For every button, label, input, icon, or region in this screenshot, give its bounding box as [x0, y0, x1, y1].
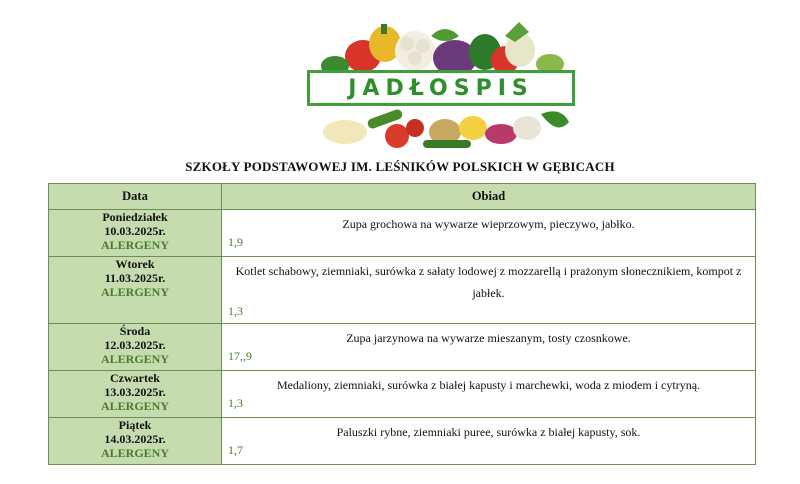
allergen-label: ALERGENY — [100, 446, 169, 460]
table-row — [49, 324, 756, 371]
day-date: 12.03.2025r. — [104, 338, 166, 352]
table-row — [49, 418, 756, 465]
day-date: 13.03.2025r. — [104, 385, 166, 399]
menu-title: JADŁOSPIS — [348, 75, 534, 101]
day-name: Poniedziałek — [102, 210, 168, 224]
day-name: Piątek — [118, 418, 152, 432]
meal-cell — [222, 210, 756, 257]
day-cell — [49, 371, 222, 418]
meal-description: Medaliony, ziemniaki, surówka z białej kapusty i marchewki, woda z miodem i cytryną. — [276, 378, 701, 392]
table-row — [49, 257, 756, 324]
table-row — [49, 371, 756, 418]
meal-cell — [222, 324, 756, 371]
day-name: Wtorek — [115, 257, 155, 271]
allergen-label: ALERGENY — [100, 238, 169, 252]
allergen-label: ALERGENY — [100, 285, 169, 299]
menu-title-box — [307, 70, 575, 106]
allergen-codes: 1,3 — [228, 396, 243, 410]
allergen-codes: 17,,9 — [228, 349, 252, 363]
day-date: 10.03.2025r. — [104, 224, 166, 238]
day-date: 11.03.2025r. — [104, 271, 166, 285]
meal-description: Kotlet schabowy, ziemniaki, surówka z sałaty lodowej z mozzarellą i prażonym słonecznikiem, kompot z jabłek. — [235, 264, 742, 300]
day-name: Środa — [119, 324, 151, 338]
allergen-label: ALERGENY — [100, 352, 169, 366]
table-header-row — [49, 184, 756, 210]
meal-cell — [222, 257, 756, 324]
day-cell — [49, 257, 222, 324]
column-header-lunch: Obiad — [222, 184, 756, 210]
day-date: 14.03.2025r. — [104, 432, 166, 446]
day-name: Czwartek — [110, 371, 160, 385]
day-cell — [49, 324, 222, 371]
meal-description: Zupa jarzynowa na wywarze mieszanym, tosty czosnkowe. — [346, 331, 631, 345]
day-cell — [49, 418, 222, 465]
meal-description: Paluszki rybne, ziemniaki puree, surówka z białej kapusty, sok. — [336, 425, 641, 439]
column-header-date: Data — [49, 184, 222, 210]
allergen-codes: 1,9 — [228, 235, 243, 249]
day-cell — [49, 210, 222, 257]
meal-description: Zupa grochowa na wywarze wieprzowym, pieczywo, jabłko. — [342, 217, 635, 231]
allergen-codes: 1,7 — [228, 443, 243, 457]
meal-cell — [222, 418, 756, 465]
allergen-label: ALERGENY — [100, 399, 169, 413]
table-row — [49, 210, 756, 257]
school-name-subtitle: SZKOŁY PODSTAWOWEJ IM. LEŚNIKÓW POLSKICH W GĘBICACH — [185, 159, 615, 174]
menu-table — [48, 183, 756, 465]
meal-cell — [222, 371, 756, 418]
allergen-codes: 1,3 — [228, 304, 243, 318]
